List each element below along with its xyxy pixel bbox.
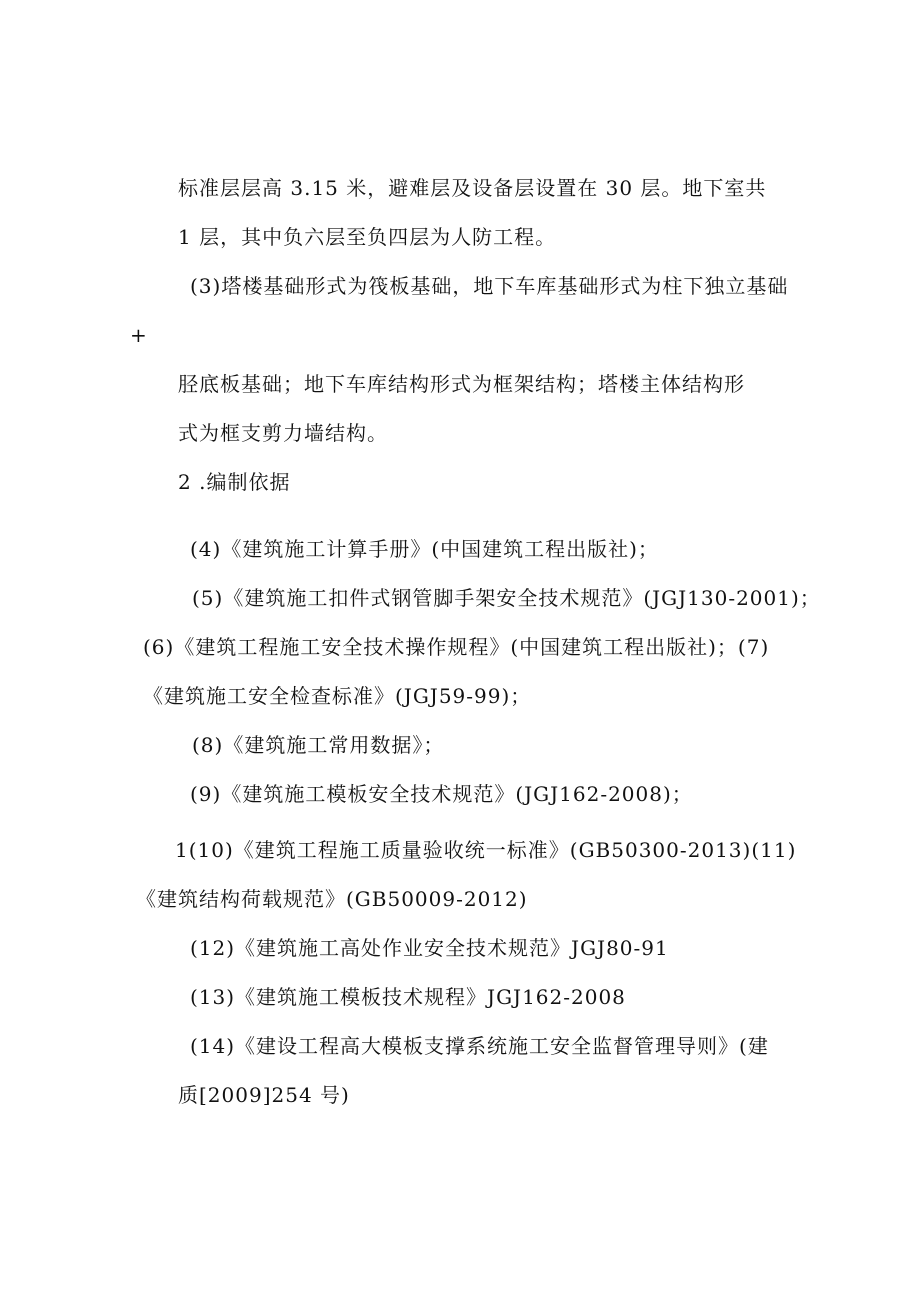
reference-item: 《建筑结构荷载规范》(GB50009-2012) bbox=[136, 887, 528, 911]
text-line-4: + bbox=[130, 323, 148, 347]
reference-item: (5)《建筑施工扣件式钢管脚手架安全技术规范》(JGJ130-2001)； bbox=[192, 586, 821, 610]
reference-item: (12)《建筑施工高处作业安全技术规范》JGJ80-91 bbox=[190, 936, 669, 960]
reference-item: (14)《建设工程高大模板支撑系统施工安全监督管理导则》(建 bbox=[190, 1034, 769, 1058]
reference-item: (4)《建筑施工计算手册》(中国建筑工程出版社)； bbox=[190, 537, 659, 561]
reference-item: (9)《建筑施工模板安全技术规范》(JGJ162-2008)； bbox=[190, 782, 693, 806]
reference-item: (6)《建筑工程施工安全技术操作规程》(中国建筑工程出版社)；(7) bbox=[143, 635, 770, 659]
reference-item: 1(10)《建筑工程施工质量验收统一标准》(GB50300-2013)(11) bbox=[175, 838, 797, 862]
text-line-5: 胫底板基础；地下车库结构形式为框架结构；塔楼主体结构形 bbox=[178, 372, 745, 396]
reference-item: 质[2009]254 号) bbox=[178, 1083, 350, 1107]
reference-item: 《建筑施工安全检查标准》(JGJ59-99)； bbox=[143, 684, 532, 708]
text-line-3: (3)塔楼基础形式为筏板基础，地下车库基础形式为柱下独立基础 bbox=[190, 274, 789, 298]
text-line-6: 式为框支剪力墙结构。 bbox=[178, 421, 388, 445]
reference-item: (8)《建筑施工常用数据》； bbox=[192, 733, 445, 757]
text-line-1: 标准层层高 3.15 米，避难层及设备层设置在 30 层。地下室共 bbox=[178, 176, 767, 200]
section-heading: 2 .编制依据 bbox=[178, 470, 291, 494]
reference-item: (13)《建筑施工模板技术规程》JGJ162-2008 bbox=[190, 985, 626, 1009]
text-line-2: 1 层，其中负六层至负四层为人防工程。 bbox=[178, 225, 557, 249]
